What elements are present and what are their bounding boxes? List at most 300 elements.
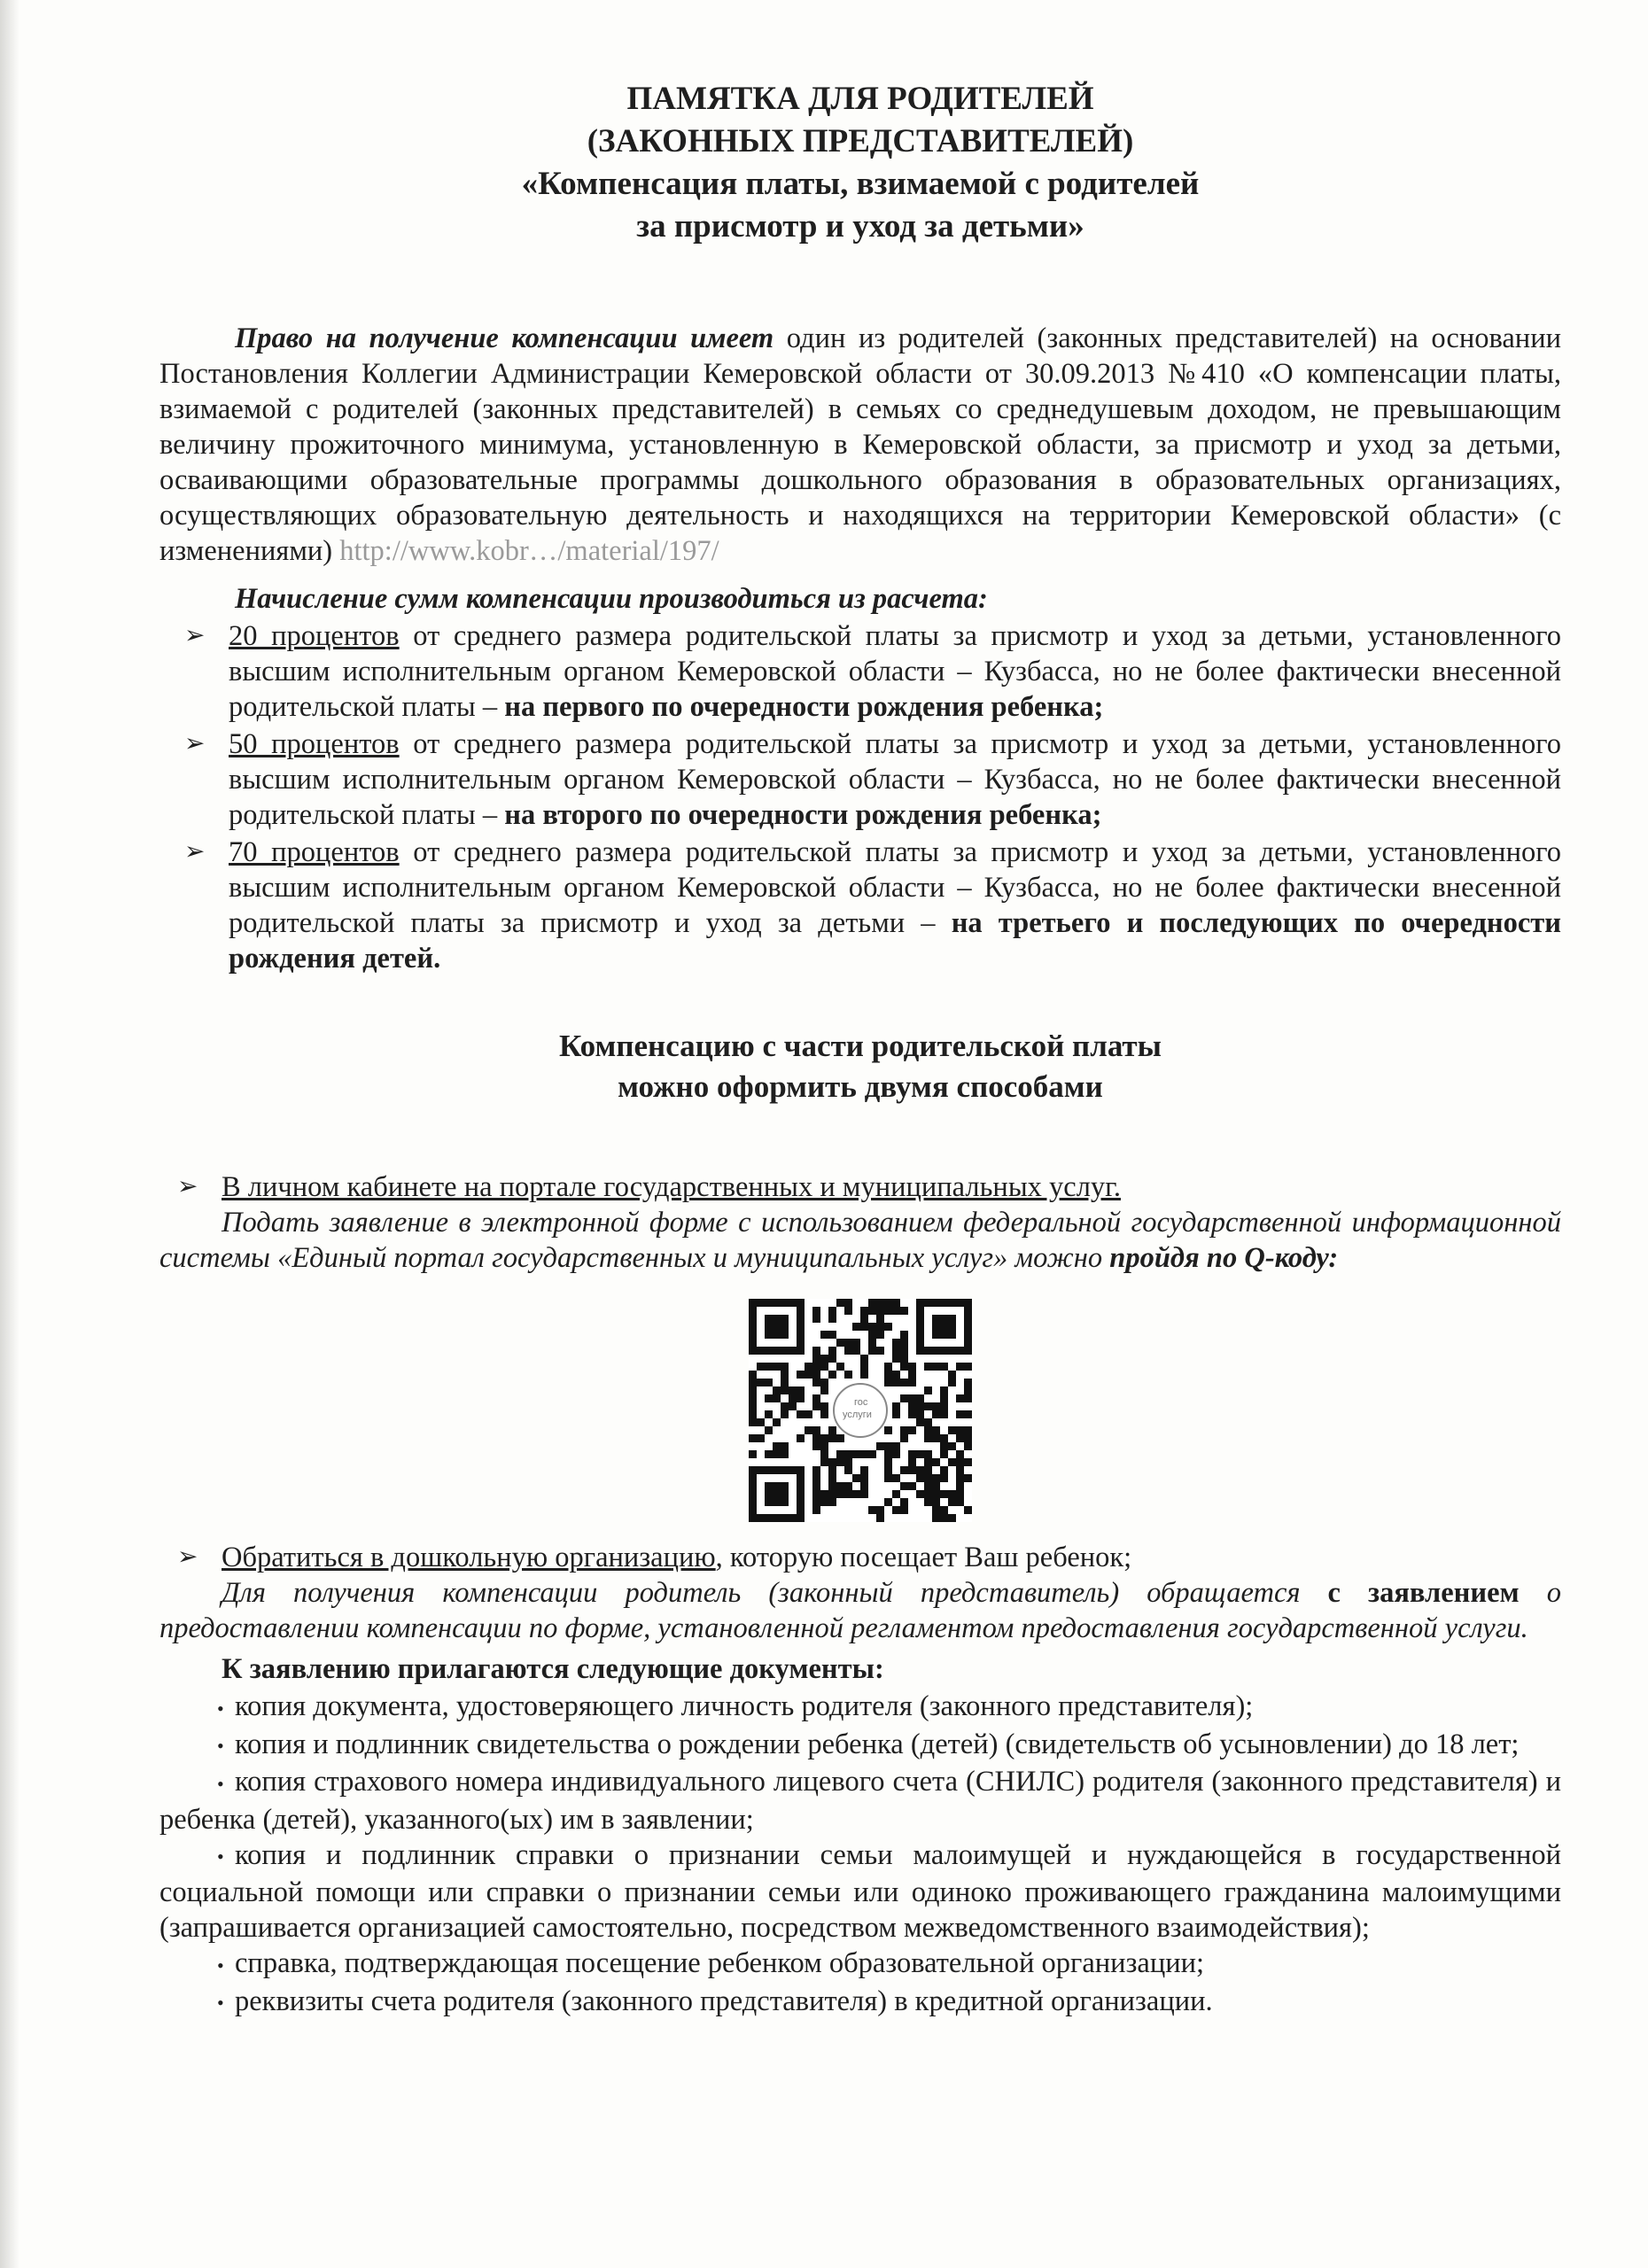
qr-module [884,1474,892,1482]
qr-module [749,1434,757,1442]
qr-module [828,1315,836,1323]
qr-module [749,1450,757,1458]
qr-module [860,1355,868,1363]
qr-module [820,1442,828,1450]
qr-module [908,1402,916,1410]
method-offline-label-tail: , которую посещает Ваш ребенок; [715,1542,1132,1573]
qr-module [812,1315,820,1323]
qr-module [820,1331,828,1339]
qr-module [844,1339,852,1347]
qr-module [884,1307,892,1315]
qr-module [749,1418,757,1426]
qr-module [820,1363,828,1371]
qr-module [948,1490,956,1498]
qr-module [789,1394,797,1402]
qr-module [964,1442,972,1450]
qr-module [820,1410,828,1418]
qr-module [884,1323,892,1331]
qr-module [860,1371,868,1379]
qr-module [916,1450,924,1458]
method-online-desc-text: Подать заявление в электронной форме с использованием федеральной государственной информационной системы «Единый портал государственных и муниципальных услуг» можно [159,1207,1561,1274]
qr-module [940,1450,948,1458]
qr-logo-text-2: услуги [843,1410,872,1420]
qr-module [956,1394,964,1402]
qr-module [964,1426,972,1434]
method-offline [159,1540,1561,1575]
qr-module [892,1474,900,1482]
qr-module [828,1347,836,1355]
qr-module [757,1363,765,1371]
qr-module [820,1450,828,1458]
qr-module [908,1458,916,1466]
qr-code-graphic [749,1299,972,1522]
qr-module [805,1426,812,1434]
calculation-percent: 20 процентов [229,620,400,652]
qr-module [797,1371,805,1379]
qr-module [876,1442,884,1450]
qr-module [812,1442,820,1450]
qr-module [932,1474,940,1482]
title-line-2: (ЗАКОННЫХ ПРЕДСТАВИТЕЛЕЙ) [587,123,1134,159]
method-offline-desc-bold: с заявлением [1327,1577,1520,1609]
arrowhead-icon: ➢ [184,838,206,866]
qr-module [892,1347,900,1355]
qr-module [916,1474,924,1482]
qr-module [860,1482,868,1490]
qr-module [876,1323,884,1331]
qr-module [924,1402,932,1410]
method-online-description [159,1205,1561,1276]
qr-module [781,1363,789,1371]
qr-module [797,1434,805,1442]
qr-module [908,1371,916,1379]
qr-code[interactable] [749,1299,972,1522]
qr-module [765,1410,773,1418]
method-offline-description [159,1575,1561,1646]
qr-module [773,1418,781,1426]
qr-module [916,1402,924,1410]
qr-module [884,1442,892,1450]
qr-module [900,1379,908,1386]
qr-module [868,1347,876,1355]
qr-module [924,1474,932,1482]
qr-module [812,1347,820,1355]
qr-module [940,1466,948,1474]
method-offline-label: Обратиться в дошкольную организацию [222,1542,716,1573]
qr-module [749,1386,757,1394]
qr-module [940,1514,948,1522]
document-item-text: копия и подлинник справки о признании семьи малоимущей и нуждающейся в государственной социальной помощи или справки о признании семьи или одиноко проживающего гражданина малоимущими (запрашивается организацией самостоятельно, посредством межведомственного взаимодействия); [159,1838,1561,1945]
calculation-target: на второго по очередности рождения ребенка; [504,799,1102,831]
qr-module [924,1434,932,1442]
calculation-item [159,835,1561,976]
qr-module [828,1490,836,1498]
qr-finder-top-left [749,1299,805,1355]
intro-link: http://www.kobr…/material/197/ [339,535,719,567]
qr-module [892,1299,900,1307]
qr-module [860,1450,868,1458]
qr-module [948,1442,956,1450]
qr-module [956,1450,964,1458]
calculation-heading: Начисление сумм компенсации производиться из расчета: [235,583,988,615]
qr-module [812,1490,820,1498]
qr-module [812,1371,820,1379]
qr-module [964,1474,972,1482]
qr-module [860,1307,868,1315]
bullet-icon: • [217,1772,224,1795]
qr-module [892,1379,900,1386]
qr-module [820,1355,828,1363]
qr-module [892,1307,900,1315]
method-offline-desc-post: о предоставлении компенсации по форме, установленной регламентом предоставления государственной услуги. [159,1577,1561,1644]
qr-module [932,1498,940,1506]
qr-module [765,1426,773,1434]
qr-module [860,1363,868,1371]
qr-module [908,1363,916,1371]
calculation-target: на третьего и последующих по очередности рождения детей. [229,907,1561,975]
qr-module [956,1363,964,1371]
qr-module [812,1394,820,1402]
qr-module [892,1371,900,1379]
qr-module [844,1347,852,1355]
qr-module [900,1355,908,1363]
qr-module [781,1450,789,1458]
bullet-icon: • [217,1845,224,1868]
qr-module [884,1299,892,1307]
qr-module [900,1331,908,1339]
bullet-icon: • [217,1953,224,1977]
qr-module [876,1331,884,1339]
qr-module [781,1410,789,1418]
qr-module [884,1450,892,1458]
qr-module [820,1434,828,1442]
method-online [159,1169,1561,1205]
qr-module [749,1410,757,1418]
qr-module [884,1426,892,1434]
intro-text: один из родителей (законных представителей) на основании Постановления Коллегии Администрации Кемеровской области от 30.09.2013 №410 «О компенсации платы, взимаемой с родителей (законных представителей) в семьях со среднедушевым доходом, не превышающим величину прожиточного минимума, установленную в Кемеровской области, за присмотр и уход за детьми, осваивающими образовательные программы дошкольного образования в образовательных организациях, осуществляющих образовательную деятельность и находящихся на территории Кемеровской области» (с изменениями) [159,322,1561,567]
qr-logo-text-1: гос [854,1397,868,1408]
qr-module [892,1442,900,1450]
methods-title-line-1: Компенсацию с части родительской платы [559,1029,1162,1063]
qr-module [773,1386,781,1394]
qr-module [773,1363,781,1371]
qr-module [924,1450,932,1458]
qr-module [765,1450,773,1458]
qr-module [757,1418,765,1426]
qr-module [948,1426,956,1434]
qr-module [844,1458,852,1466]
qr-module [932,1434,940,1442]
qr-module [932,1363,940,1371]
qr-module [932,1490,940,1498]
qr-module [908,1426,916,1434]
qr-module [844,1450,852,1458]
calculation-text: от среднего размера родительской платы за присмотр и уход за детьми, установленного высшим исполнительным органом Кемеровской области – Кузбасса, но не более фактически внесенной родительской платы – [229,728,1561,831]
qr-module [749,1371,757,1379]
method-offline-desc-pre: Для получения компенсации родитель (законный представитель) обращается [222,1577,1328,1609]
qr-module [876,1307,884,1315]
document-title [159,78,1561,248]
qr-module [757,1379,765,1386]
qr-module [860,1315,868,1323]
qr-module [892,1402,900,1410]
qr-module [781,1386,789,1394]
method-online-label: В личном кабинете на портале государственных и муниципальных услуг. [222,1171,1121,1203]
qr-module [860,1466,868,1474]
qr-module [812,1355,820,1363]
title-line-4: за присмотр и уход за детьми» [636,208,1084,245]
qr-module [860,1474,868,1482]
qr-module [940,1386,948,1394]
qr-module [932,1482,940,1490]
qr-module [844,1307,852,1315]
qr-module [892,1490,900,1498]
qr-module [900,1339,908,1347]
qr-module [932,1410,940,1418]
qr-module [956,1458,964,1466]
qr-module [765,1379,773,1386]
qr-module [781,1379,789,1386]
qr-module [868,1323,876,1331]
qr-module [812,1474,820,1482]
qr-module [908,1394,916,1402]
qr-module [812,1379,820,1386]
qr-finder-top-right [916,1299,972,1355]
qr-module [749,1394,757,1402]
document-item-text: реквизиты счета родителя (законного представителя) в кредитной организации. [235,1984,1213,2017]
title-line-3: «Компенсация платы, взимаемой с родителей [521,166,1200,202]
qr-module [940,1410,948,1418]
document-item [159,1689,1561,1727]
qr-module [820,1386,828,1394]
qr-module [773,1450,781,1458]
methods-title-line-2: можно оформить двумя способами [618,1069,1103,1104]
qr-module [956,1474,964,1482]
qr-module [940,1506,948,1514]
qr-module [956,1490,964,1498]
qr-module [924,1458,932,1466]
title-line-1: ПАМЯТКА ДЛЯ РОДИТЕЛЕЙ [626,81,1094,117]
qr-module [948,1514,956,1522]
qr-module [964,1386,972,1394]
qr-module [820,1379,828,1386]
qr-module [812,1498,820,1506]
qr-module [812,1402,820,1410]
qr-module [908,1450,916,1458]
qr-module [836,1363,844,1371]
qr-module [820,1498,828,1506]
document-item [159,1837,1561,1946]
document-item-text: копия и подлинник свидетельства о рождении ребенка (детей) (свидетельств об усыновлении) до 18 лет; [235,1728,1520,1760]
qr-module [797,1386,805,1394]
qr-module [836,1490,844,1498]
qr-module [828,1474,836,1482]
qr-module [900,1363,908,1371]
qr-module [940,1474,948,1482]
arrowhead-icon: ➢ [184,622,206,649]
qr-module [964,1458,972,1466]
qr-module [765,1363,773,1371]
qr-module [781,1371,789,1379]
qr-module [828,1371,836,1379]
qr-module [956,1410,964,1418]
qr-module [868,1339,876,1347]
qr-module [940,1434,948,1442]
qr-module [812,1307,820,1315]
qr-module [900,1307,908,1315]
qr-module [852,1323,860,1331]
qr-module [932,1426,940,1434]
qr-module [773,1442,781,1450]
qr-module [948,1498,956,1506]
document-item-text: справка, подтверждающая посещение ребенком образовательной организации; [235,1947,1205,1980]
qr-module [836,1450,844,1458]
qr-module [956,1482,964,1490]
qr-module [828,1331,836,1339]
qr-module [805,1371,812,1379]
qr-module [828,1498,836,1506]
qr-module [836,1434,844,1442]
qr-module [828,1482,836,1490]
qr-module [852,1474,860,1482]
qr-module [820,1458,828,1466]
qr-module [956,1426,964,1434]
qr-module [844,1371,852,1379]
qr-module [964,1394,972,1402]
qr-module [868,1299,876,1307]
bullet-icon: • [217,1697,224,1720]
qr-module [812,1434,820,1442]
qr-module [749,1379,757,1386]
qr-module [900,1426,908,1434]
qr-module [852,1347,860,1355]
qr-module [940,1394,948,1402]
qr-module [884,1466,892,1474]
qr-module [876,1506,884,1514]
calculation-target: на первого по очередности рождения ребенка; [504,691,1104,723]
qr-module [892,1410,900,1418]
arrowhead-icon: ➢ [177,1173,198,1200]
qr-module [884,1458,892,1466]
qr-module [868,1506,876,1514]
calculation-text: от среднего размера родительской платы за присмотр и уход за детьми, установленного высшим исполнительным органом Кемеровской области – Кузбасса, но не более фактически внесенной родительской платы за присмотр и уход за детьми – [229,836,1561,939]
qr-module [908,1466,916,1474]
qr-module [876,1299,884,1307]
qr-module [932,1402,940,1410]
qr-module [964,1379,972,1386]
qr-module [820,1490,828,1498]
calculation-item [159,726,1561,833]
document-item [159,1946,1561,1984]
calculation-text: от среднего размера родительской платы за присмотр и уход за детьми, установленного высшим исполнительным органом Кемеровской области – Кузбасса, но не более фактически внесенной родительской платы – [229,620,1561,723]
qr-module [932,1514,940,1522]
qr-module [900,1506,908,1514]
qr-module [820,1402,828,1410]
qr-module [765,1394,773,1402]
qr-module [805,1410,812,1418]
qr-module [876,1347,884,1355]
document-item-text: копия документа, удостоверяющего личность родителя (законного представителя); [235,1690,1254,1722]
qr-module [900,1498,908,1506]
qr-module [860,1490,868,1498]
qr-module [932,1506,940,1514]
qr-module [844,1482,852,1490]
document-item [159,1727,1561,1765]
qr-module [948,1458,956,1466]
calculation-list [159,618,1561,976]
qr-module [797,1394,805,1402]
qr-module [852,1339,860,1347]
qr-module [956,1434,964,1442]
qr-module [797,1410,805,1418]
intro-lead: Право на получение компенсации имеет [235,322,774,354]
calculation-percent: 50 процентов [229,728,400,760]
arrowhead-icon: ➢ [177,1543,198,1571]
methods-title [159,1026,1561,1107]
qr-module [868,1450,876,1458]
scan-edge-shadow [0,0,19,2268]
qr-module [908,1379,916,1386]
qr-module [884,1371,892,1379]
qr-module [916,1466,924,1474]
qr-module [836,1482,844,1490]
qr-module [828,1355,836,1363]
qr-module [940,1402,948,1410]
qr-module [812,1506,820,1514]
qr-module [924,1482,932,1490]
qr-module [836,1339,844,1347]
document-content [159,78,1561,2021]
qr-module [940,1442,948,1450]
qr-module [964,1506,972,1514]
qr-module [932,1458,940,1466]
qr-module [844,1490,852,1498]
qr-module [860,1323,868,1331]
bullet-icon: • [217,1735,224,1758]
qr-module [876,1514,884,1522]
qr-module [924,1466,932,1474]
qr-module [964,1434,972,1442]
qr-module [900,1434,908,1442]
qr-module [956,1466,964,1474]
qr-finder-bottom-left [749,1466,805,1522]
qr-module [924,1426,932,1434]
qr-module [916,1394,924,1402]
qr-module [948,1379,956,1386]
document-item [159,1984,1561,2022]
calculation-item [159,618,1561,725]
qr-module [940,1363,948,1371]
documents-heading: К заявлению прилагаются следующие документы: [222,1653,884,1685]
qr-module [924,1490,932,1498]
qr-module [828,1434,836,1442]
qr-module [876,1315,884,1323]
qr-module [868,1331,876,1339]
qr-module [789,1386,797,1394]
qr-module [892,1339,900,1347]
qr-module [916,1490,924,1498]
qr-module [812,1466,820,1474]
qr-module [964,1410,972,1418]
qr-module [900,1394,908,1402]
qr-module [948,1371,956,1379]
qr-module [828,1458,836,1466]
qr-module [924,1498,932,1506]
qr-module [884,1498,892,1506]
qr-module [892,1450,900,1458]
qr-module [844,1299,852,1307]
qr-module [789,1402,797,1410]
